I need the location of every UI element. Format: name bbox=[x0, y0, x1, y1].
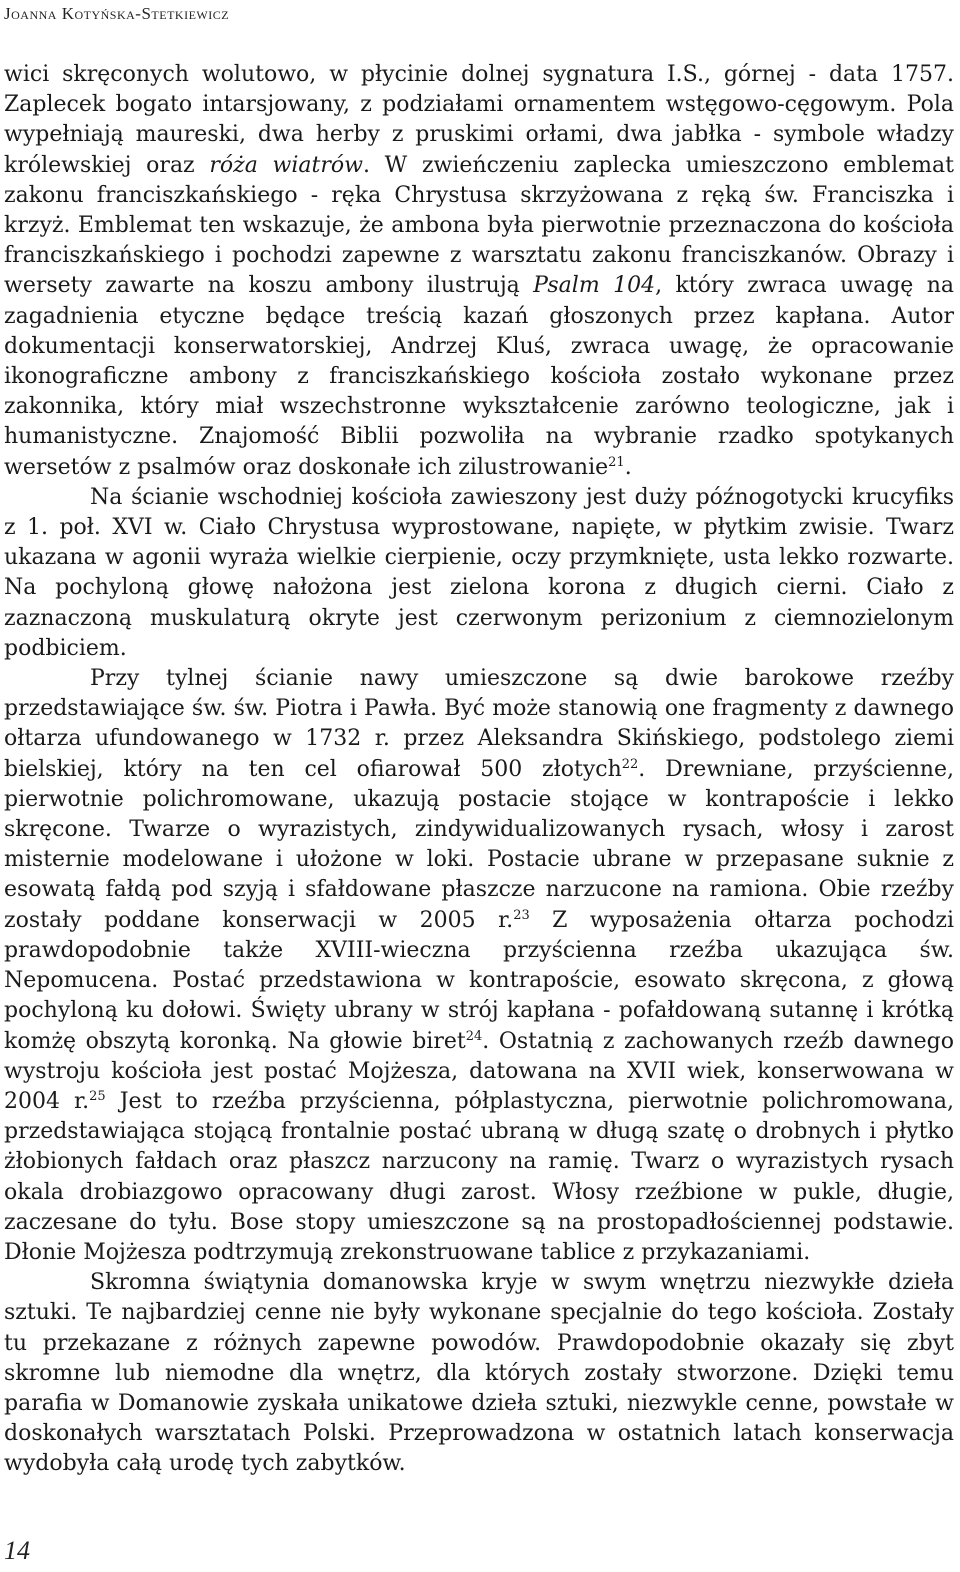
paragraph bbox=[4, 483, 954, 664]
body-text bbox=[4, 60, 954, 1480]
text-segment: Przy tylnej ścianie nawy umieszczone są dwie barokowe rzeźby przedstawiające św. św. Piotra i Pawła. Być może stanowią one fragmenty z dawnego ołtarza ufundowanego w 1732 r. przez Aleksandra Skińskiego, podstolego ziemi bielskiej, który na ten cel ofiarował 500 złotych bbox=[4, 666, 954, 782]
text-segment: Z wyposażenia ołtarza pochodzi prawdopodobnie także XVIII-wieczna przyścienna rzeźba ukazująca św. Nepomucena. Postać przedstawiona w kontrapoście, esowato skręcona, z głową pochyloną ku dołowi. Święty ubrany w strój kapłana - pofałdowaną sutannę i krótką komżę obszytą koronką. Na głowie biret bbox=[4, 907, 954, 1054]
text-segment: Na ścianie wschodniej kościoła zawieszony jest duży późnogotycki krucyfiks z 1. poł. XVI w. Ciało Chrystusa wyprostowane, napięte, w płytkim zwisie. Twarz ukazana w agonii wyraża wielkie cierpienie, oczy przymknięte, usta lekko rozwarte. Na pochyloną głowę nałożona jest zielona korona z długich cierni. Ciało z zaznaczoną muskulaturą okryte jest czerwonym perizonium z ciemnozielonym podbiciem. bbox=[4, 484, 954, 661]
text-segment: Skromna świątynia domanowska kryje w swym wnętrzu niezwykłe dzieła sztuki. Te najbardziej cenne nie były wykonane specjalnie do tego kościoła. Zostały tu przekazane z różnych zapewne powodów. Prawdopodobnie okazały się zbyt skromne lub niemodne dla wnętrz, dla których zostały stworzone. Dzięki temu parafia w Domanowie zyskała unikatowe dzieła sztuki, niezwykle cenne, powstałe w doskonałych warsztatach Polski. Przeprowadzona w ostatnich latach konserwacja wydobyła całą urodę tych zabytków. bbox=[4, 1270, 954, 1477]
text-segment: . Ostatnią z zachowanych rzeźb dawnego wystroju kościoła jest postać Mojżesza, datowana na XVII wiek, konserwowana w 2004 r. bbox=[4, 1028, 954, 1114]
footnote-ref: 24 bbox=[465, 1028, 483, 1044]
text-segment: wici skręconych wolutowo, w płycinie dolnej sygnatura I.S., górnej - data 1757. Zaplecek bogato intarsjowany, z podziałami ornamentem wstęgowo-cęgowym. Pola wypełniają maureski, dwa herby z pruskimi orłami, dwa jabłka - symbole władzy królewskiej oraz bbox=[4, 62, 954, 178]
paragraph bbox=[4, 664, 954, 1268]
paragraph bbox=[4, 1268, 954, 1479]
running-header: Joanna Kotyńska-Stetkiewicz bbox=[4, 4, 230, 23]
text-segment: . Drewniane, przyścienne, pierwotnie polichromowane, ukazują postacie stojące w kontrapoście i lekko skręcone. Twarze o wyrazistych, zindywidualizowanych rysach, włosy i zarost misternie modelowane i ułożone w loki. Postacie ubrane w przepasane suknie z esowatą fałdą pod szyją i sfałdowane płaszcze narzucone na ramiona. Obie rzeźby zostały poddane konserwacji w 2005 r. bbox=[4, 756, 954, 933]
page-number: 14 bbox=[4, 1536, 30, 1565]
text-segment: . W zwieńczeniu zaplecka umieszczono emblemat zakonu franciszkańskiego - ręka Chrystusa skrzyżowana z ręką św. Franciszka i krzyż. Emblemat ten wskazuje, że ambona była pierwotnie przeznaczona do kościoła franciszkańskiego i pochodzi zapewne z warsztatu zakonu franciszkanów. Obrazy i wersety zawarte na koszu ambony ilustrują bbox=[4, 152, 955, 299]
italic-term: róża wiatrów bbox=[209, 152, 363, 178]
italic-term: Psalm 104 bbox=[533, 273, 656, 299]
text-segment: , który zwraca uwagę na zagadnienia etyczne będące treścią kazań głoszonych przez kapłana. Autor dokumentacji konserwatorskiej, Andrzej Kluś, zwraca uwagę, że opracowanie ikonograficzne ambony z franciszkańskiego kościoła zostało wykonane przez zakonnika, który miał wszechstronne wykształcenie zarówno teologiczne, jak i humanistyczne. Znajomość Biblii pozwoliła na wybranie rzadko spotykanych wersetów z psalmów oraz doskonałe ich zilustrowanie bbox=[4, 273, 955, 480]
text-segment: Jest to rzeźba przyścienna, półplastyczna, pierwotnie polichromowana, przedstawiająca stojącą frontalnie postać ubraną w długą szatę o drobnych i płytko żłobionych fałdach oraz płaszcz narzucony na ramię. Twarz o wyrazistych rysach okala drobiazgowo opracowany długi zarost. Włosy rzeźbione w pukle, długie, zaczesane do tyłu. Bose stopy umieszczone są na prostopadłościennej podstawie. Dłonie Mojżesza podtrzymują zrekonstruowane tablice z przykazaniami. bbox=[4, 1088, 954, 1265]
paragraph bbox=[4, 60, 954, 483]
footnote-ref: 25 bbox=[89, 1088, 106, 1104]
footnote-ref: 22 bbox=[621, 756, 639, 772]
footnote-ref: 21 bbox=[608, 454, 625, 470]
text-segment: . bbox=[624, 454, 632, 480]
footnote-ref: 23 bbox=[513, 907, 530, 923]
